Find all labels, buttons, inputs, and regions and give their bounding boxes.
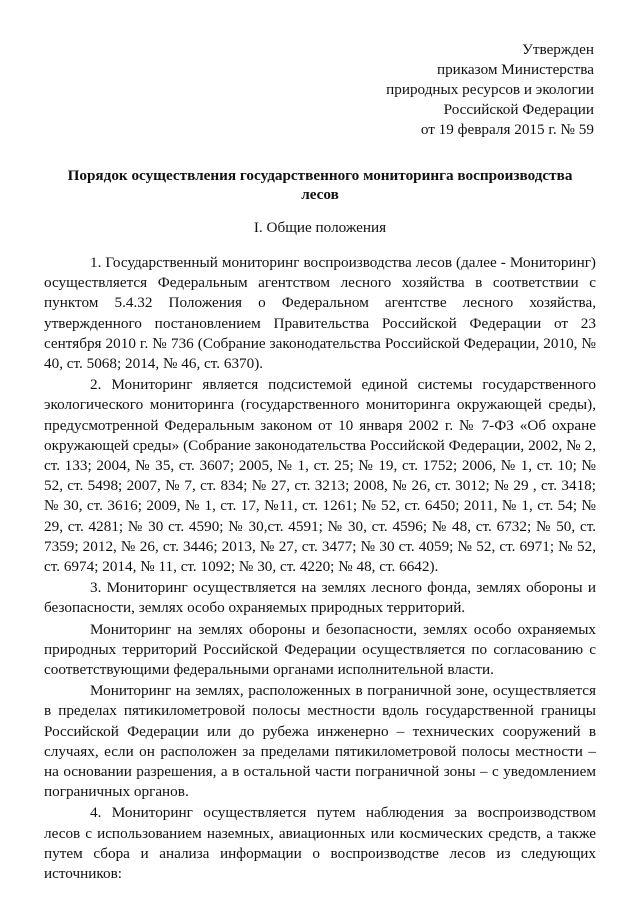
approval-block xyxy=(44,40,594,140)
document-title: Порядок осуществления государственного мониторинга воспроизводства лесов xyxy=(67,167,573,203)
paragraph-2: 2. Мониторинг является подсистемой единой системы государственного экологического мониторинга (государственного мониторинга окружающей среды), предусмотренной Федеральным законом от 10 января 2002 г. № 7-ФЗ «Об охране окружающей среды» (Собрание законодательства Российской Федерации, 2002, № 2, ст. 133; 2004, № 35, ст. 3607; 2005, № 1, ст. 25; № 19, ст. 1752; 2006, № 1, ст. 10; № 52, ст. 5498; 2007, № 7, ст. 834; № 27, ст. 3213; 2008, № 26, ст. 3012; № 29 , ст. 3418; № 30, ст. 3616; 2009, № 1, ст. 17, №11, ст. 1261; № 52, ст. 6450; 2011, № 1, ст. 54; № 29, ст. 4281; № 30 ст. 4590; № 30,ст. 4591; № 30, ст. 4596; № 48, ст. 6732; № 50, ст. 7359; 2012, № 26, ст. 3446; 2013, № 27, ст. 3477; № 30 ст. 4059; № 52, ст. 6971; № 52, ст. 6974; 2014, № 11, ст. 1092; № 30, ст. 4220; № 48, ст. 6642). xyxy=(44,376,596,576)
paragraph-3-border-zone: Мониторинг на землях, расположенных в пограничной зоне, осуществляется в пределах пятикилометровой полосы местности вдоль государственной границы Российской Федерации или до рубежа инженерно – технических сооружений в случаях, если он расположен за пределами пятикилометровой полосы местности – на основании разрешения, а в остальной части пограничной зоны – с уведомлением пограничных органов. xyxy=(44,682,596,801)
document-body xyxy=(44,253,596,884)
paragraph-3: 3. Мониторинг осуществляется на землях лесного фонда, землях обороны и безопасности, землях особо охраняемых природных территорий. xyxy=(44,579,596,617)
approval-line-ministry: природных ресурсов и экологии xyxy=(386,81,594,98)
approval-line-approved: Утвержден xyxy=(522,41,594,58)
paragraph-4: 4. Мониторинг осуществляется путем наблюдения за воспроизводством лесов с использованием наземных, авиационных или космических средств, а также путем сбора и анализа информации о воспроизводстве лесов из следующих источников: xyxy=(44,804,596,883)
approval-line-federation: Российской Федерации xyxy=(443,101,594,118)
paragraph-1: 1. Государственный мониторинг воспроизводства лесов (далее - Мониторинг) осуществляется Федеральным агентством лесного хозяйства в соответствии с пунктом 5.4.32 Положения о Федеральном агентстве лесного хозяйства, утвержденного постановлением Правительства Российской Федерации от 23 сентября 2010 г. № 736 (Собрание законодательства Российской Федерации, 2010, № 40, ст. 5068; 2014, № 46, ст. 6370). xyxy=(44,254,596,373)
section-heading: I. Общие положения xyxy=(253,219,387,236)
approval-line-order: приказом Министерства xyxy=(436,61,594,78)
approval-line-date: от 19 февраля 2015 г. № 59 xyxy=(420,121,594,138)
paragraph-3-defense-lands: Мониторинг на землях обороны и безопасности, землях особо охраняемых природных территорий Российской Федерации осуществляется по согласованию с соответствующими федеральными органами исполнительной власти. xyxy=(44,620,596,679)
